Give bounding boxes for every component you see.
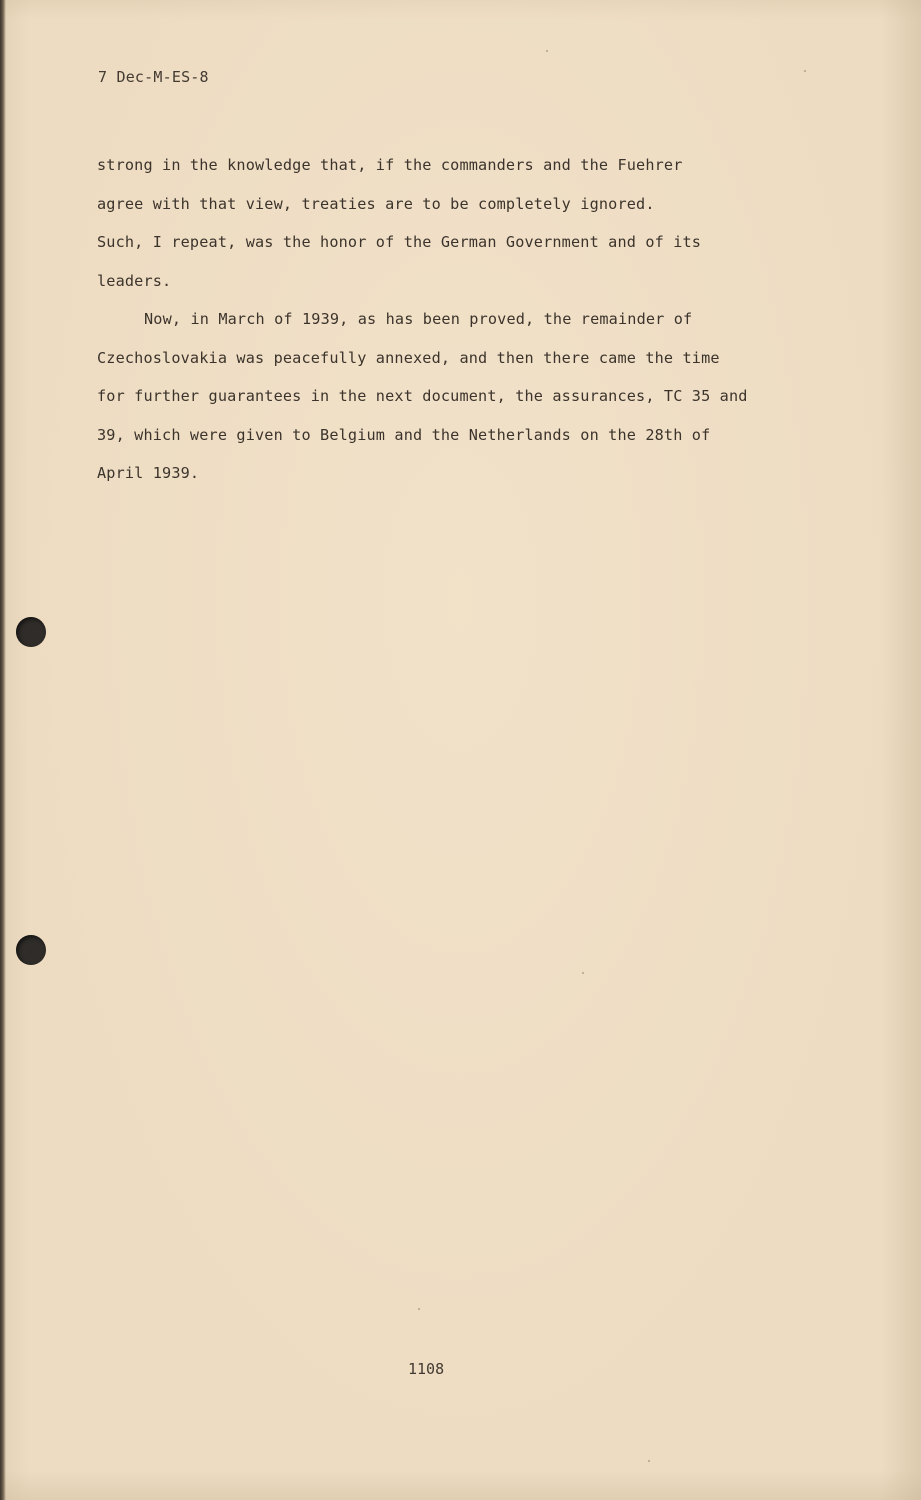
text-line: Czechoslovakia was peacefully annexed, and then there came the time bbox=[97, 348, 720, 367]
punch-hole bbox=[16, 617, 46, 647]
paper-speck bbox=[582, 972, 584, 974]
text-line: strong in the knowledge that, if the commanders and the Fuehrer bbox=[97, 156, 683, 174]
text-line: leaders. bbox=[97, 271, 172, 290]
paper-speck bbox=[648, 1460, 650, 1462]
page-number: 1108 bbox=[408, 1360, 445, 1378]
text-line: Such, I repeat, was the honor of the German Government and of its bbox=[97, 233, 702, 251]
text-line: for further guarantees in the next document, the assurances, TC 35 and bbox=[97, 387, 748, 405]
document-body bbox=[97, 146, 797, 493]
paper-speck bbox=[546, 50, 548, 52]
text-line: 39, which were given to Belgium and the Netherlands on the 28th of bbox=[97, 425, 711, 444]
text-line: agree with that view, treaties are to be completely ignored. bbox=[97, 194, 655, 213]
text-line-paragraph-start: Now, in March of 1939, as has been proved, the remainder of bbox=[144, 310, 693, 328]
document-header: 7 Dec-M-ES-8 bbox=[98, 68, 209, 86]
text-line: April 1939. bbox=[97, 464, 200, 482]
paper-speck bbox=[804, 70, 806, 72]
punch-hole bbox=[16, 935, 46, 965]
paper-speck bbox=[418, 1308, 420, 1310]
page-edge-shadow bbox=[0, 0, 6, 1500]
